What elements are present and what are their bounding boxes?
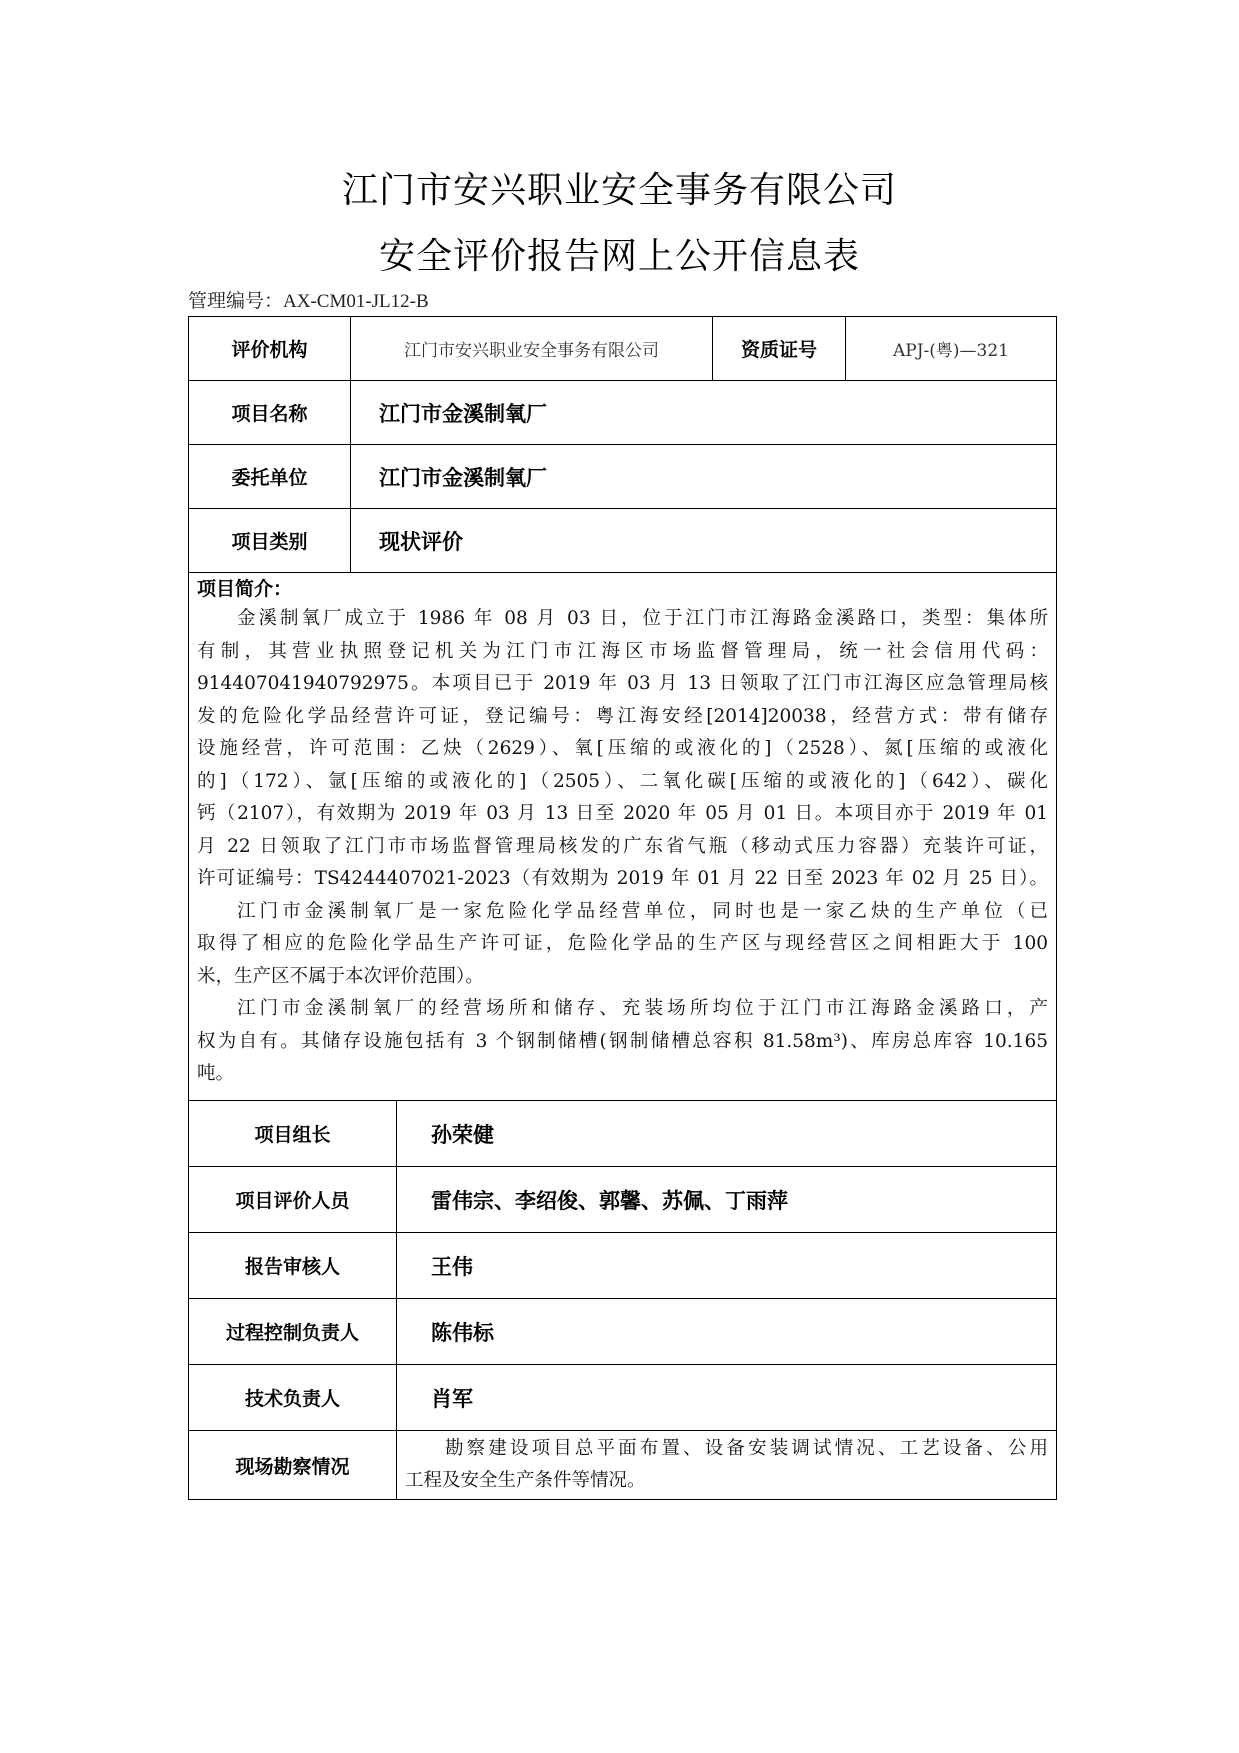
client-value: 江门市金溪制氧厂: [351, 445, 1057, 509]
summary-line: 设施经营，许可范围：乙炔（2629）、氧[压缩的或液化的]（2528）、氮[压缩的或液化: [197, 738, 1048, 759]
row-client: [189, 445, 1057, 509]
project-name-label: 项目名称: [189, 381, 351, 445]
summary-line: 江门市金溪制氧厂是一家危险化学品经营单位，同时也是一家乙炔的生产单位（已: [237, 900, 1048, 922]
summary-cell: [189, 573, 1057, 1101]
info-table: [188, 316, 1057, 1500]
agency-value: 江门市安兴职业安全事务有限公司: [351, 317, 713, 381]
summary-line: 吨。: [197, 1063, 235, 1084]
site-survey-line: 工程及安全生产条件等情况。: [405, 1470, 646, 1491]
summary-line: 取得了相应的危险化学品生产许可证，危险化学品的生产区与现经营区之间相距大于 100: [197, 933, 1048, 954]
summary-line: 月 22 日领取了江门市市场监督管理局核发的广东省气瓶（移动式压力容器）充装许可证，: [197, 835, 1048, 857]
management-number: 管理编号：AX-CM01-JL12-B: [188, 291, 429, 312]
row-agency: [189, 317, 1057, 381]
document-title: 江门市安兴职业安全事务有限公司: [341, 170, 897, 211]
summary-line: 许可证编号：TS4244407021-2023（有效期为 2019 年 01 月 22 日至 2023 年 02 月 25 日）。: [197, 868, 1048, 889]
cert-label: 资质证号: [713, 317, 846, 381]
process-control-value: 陈伟标: [397, 1299, 1057, 1365]
summary-line: 江门市金溪制氧厂的经营场所和储存、充装场所均位于江门市江海路金溪路口，产: [237, 998, 1048, 1019]
summary-title: 项目简介：: [197, 578, 293, 600]
agency-label: 评价机构: [189, 317, 351, 381]
site-survey-line: 勘察建设项目总平面布置、设备安装调试情况、工艺设备、公用: [445, 1438, 1048, 1459]
leader-value: 孙荣健: [397, 1101, 1057, 1167]
project-name-value: 江门市金溪制氧厂: [351, 381, 1057, 445]
summary-line: 发的危险化学品经营许可证，登记编号：粤江海安经[2014]20038，经营方式：带有储存: [197, 705, 1048, 727]
reviewer-value: 王伟: [397, 1233, 1057, 1299]
process-control-label: 过程控制负责人: [189, 1299, 397, 1365]
category-value: 现状评价: [351, 509, 1057, 573]
summary-line: 的]（172）、氩[压缩的或液化的]（2505）、二氧化碳[压缩的或液化的]（642）、碳化: [197, 770, 1048, 792]
site-survey-label: 现场勘察情况: [189, 1431, 397, 1500]
tech-lead-value: 肖军: [397, 1365, 1057, 1431]
evaluators-label: 项目评价人员: [189, 1167, 397, 1233]
row-leader: [189, 1101, 1057, 1167]
row-category: [189, 509, 1057, 573]
evaluators-value: 雷伟宗、李绍俊、郭馨、苏佩、丁雨萍: [397, 1167, 1057, 1233]
row-reviewer: [189, 1233, 1057, 1299]
summary-line: 有制，其营业执照登记机关为江门市江海区市场监督管理局，统一社会信用代码：: [197, 640, 1048, 662]
client-label: 委托单位: [189, 445, 351, 509]
summary-line: 钙（2107），有效期为 2019 年 03 月 13 日至 2020 年 05 月 01 日。本项目亦于 2019 年 01: [197, 803, 1048, 824]
row-process-control: [189, 1299, 1057, 1365]
summary-line: 权为自有。其储存设施包括有 3 个钢制储槽(钢制储槽总容积 81.58m³)、库房总库容 10.165: [197, 1030, 1048, 1052]
reviewer-label: 报告审核人: [189, 1233, 397, 1299]
tech-lead-label: 技术负责人: [189, 1365, 397, 1431]
row-tech-lead: [189, 1365, 1057, 1431]
document-subtitle: 安全评价报告网上公开信息表: [378, 236, 860, 277]
summary-line: 米，生产区不属于本次评价范围）。: [197, 965, 484, 987]
cert-value: APJ-(粤)—321: [846, 317, 1057, 381]
row-project-name: [189, 381, 1057, 445]
row-summary: [189, 573, 1057, 1101]
category-label: 项目类别: [189, 509, 351, 573]
summary-line: 914407041940792975。本项目已于 2019 年 03 月 13 日领取了江门市江海区应急管理局核: [197, 673, 1048, 694]
summary-line: 金溪制氧厂成立于 1986 年 08 月 03 日，位于江门市江海路金溪路口，类型：集体所: [237, 608, 1048, 629]
leader-label: 项目组长: [189, 1101, 397, 1167]
row-evaluators: [189, 1167, 1057, 1233]
row-site-survey: [189, 1431, 1057, 1500]
site-survey-value: [397, 1431, 1057, 1500]
